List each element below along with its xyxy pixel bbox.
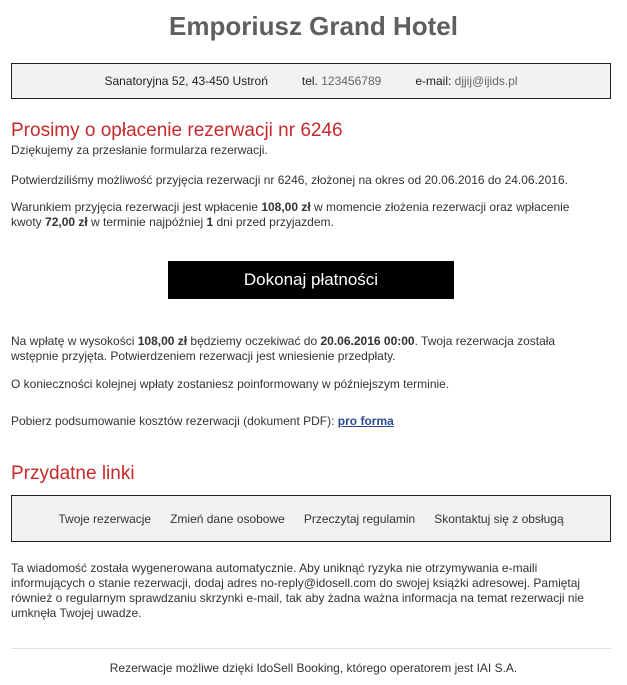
thanks-text: Dziękujemy za przesłanie formularza rezerwacji. <box>11 143 268 157</box>
wait-block <box>11 334 601 364</box>
wait-text: Na wpłatę w wysokości 108,00 zł będziemy oczekiwać do 20.06.2016 00:00. Twoja rezerwacja została wstępnie przyjęta. Potwierdzeniem rezerwacji jest wniesienie przedpłaty. <box>11 334 556 363</box>
next-payment-block <box>11 377 611 392</box>
useful-links-bar <box>11 495 611 542</box>
second-amount: 72,00 zł <box>45 215 88 229</box>
pdf-block <box>11 414 611 429</box>
confirm-text: Potwierdziliśmy możliwość przyjęcia rezerwacji nr 6246, złożonej na okres od 20.06.2016 do 24.06.2016. <box>11 173 568 187</box>
link-your-reservations[interactable]: Twoje rezerwacje <box>58 511 152 526</box>
link-change-personal-data[interactable]: Zmień dane osobowe <box>170 511 285 526</box>
phone-label: tel. <box>301 74 318 88</box>
next-payment-text: O konieczności kolejnej wpłaty zostaniesz poinformowany w późniejszym terminie. <box>11 377 450 391</box>
conditions-text: Warunkiem przyjęcia rezerwacji jest wpłacenie 108,00 zł w momencie złożenia rezerwacji oraz wpłacenie kwoty 72,00 zł w terminie najpóźniej 1 dni przed przyjazdem. <box>11 200 570 229</box>
hotel-name: Emporiusz Grand Hotel <box>169 11 458 41</box>
email-value[interactable]: djjij@ijids.pl <box>454 74 518 88</box>
auto-notice-text: Ta wiadomość została wygenerowana automatycznie. Aby uniknąć ryzyka nie otrzymywania e-maili informujących o stanie rezerwacji, dodaj adres no-reply@idosell.com do swojej książki adresowej. Pamiętaj również o regularnym sprawdzaniu skrzynki e-mail, tak aby żadna ważna informacja na temat rezerwacji nie umknęła Twojej uwadze. <box>11 561 584 620</box>
pro-forma-link[interactable]: pro forma <box>337 414 394 428</box>
useful-links-heading: Przydatne linki <box>11 463 135 484</box>
pdf-text: Pobierz podsumowanie kosztów rezerwacji (dokument PDF): pro forma <box>11 414 394 428</box>
phone-value[interactable]: 123456789 <box>321 74 382 88</box>
payment-section <box>11 120 611 158</box>
email-label: e-mail: <box>415 74 452 88</box>
wait-amount: 108,00 zł <box>137 334 188 348</box>
pay-button[interactable]: Dokonaj płatności <box>168 261 454 299</box>
link-read-terms[interactable]: Przeczytaj regulamin <box>303 511 416 526</box>
contact-bar <box>11 63 611 99</box>
notice-block <box>11 561 601 621</box>
footer-text: Rezerwacje możliwe dzięki IdoSell Booking, którego operatorem jest IAI S.A. <box>109 661 518 675</box>
link-contact-support[interactable]: Skontaktuj się z obsługą <box>434 511 564 526</box>
useful-links-heading-block <box>11 463 611 485</box>
payment-heading: Prosimy o opłacenie rezerwacji nr 6246 <box>11 120 343 141</box>
days-count: 1 <box>206 215 214 229</box>
confirm-text-block <box>11 173 611 188</box>
first-amount: 108,00 zł <box>261 200 311 214</box>
wait-deadline: 20.06.2016 00:00 <box>320 334 415 348</box>
hotel-address: Sanatoryjna 52, 43-450 Ustroń <box>104 74 268 88</box>
conditions-block <box>11 200 601 230</box>
footer-divider <box>11 648 611 649</box>
